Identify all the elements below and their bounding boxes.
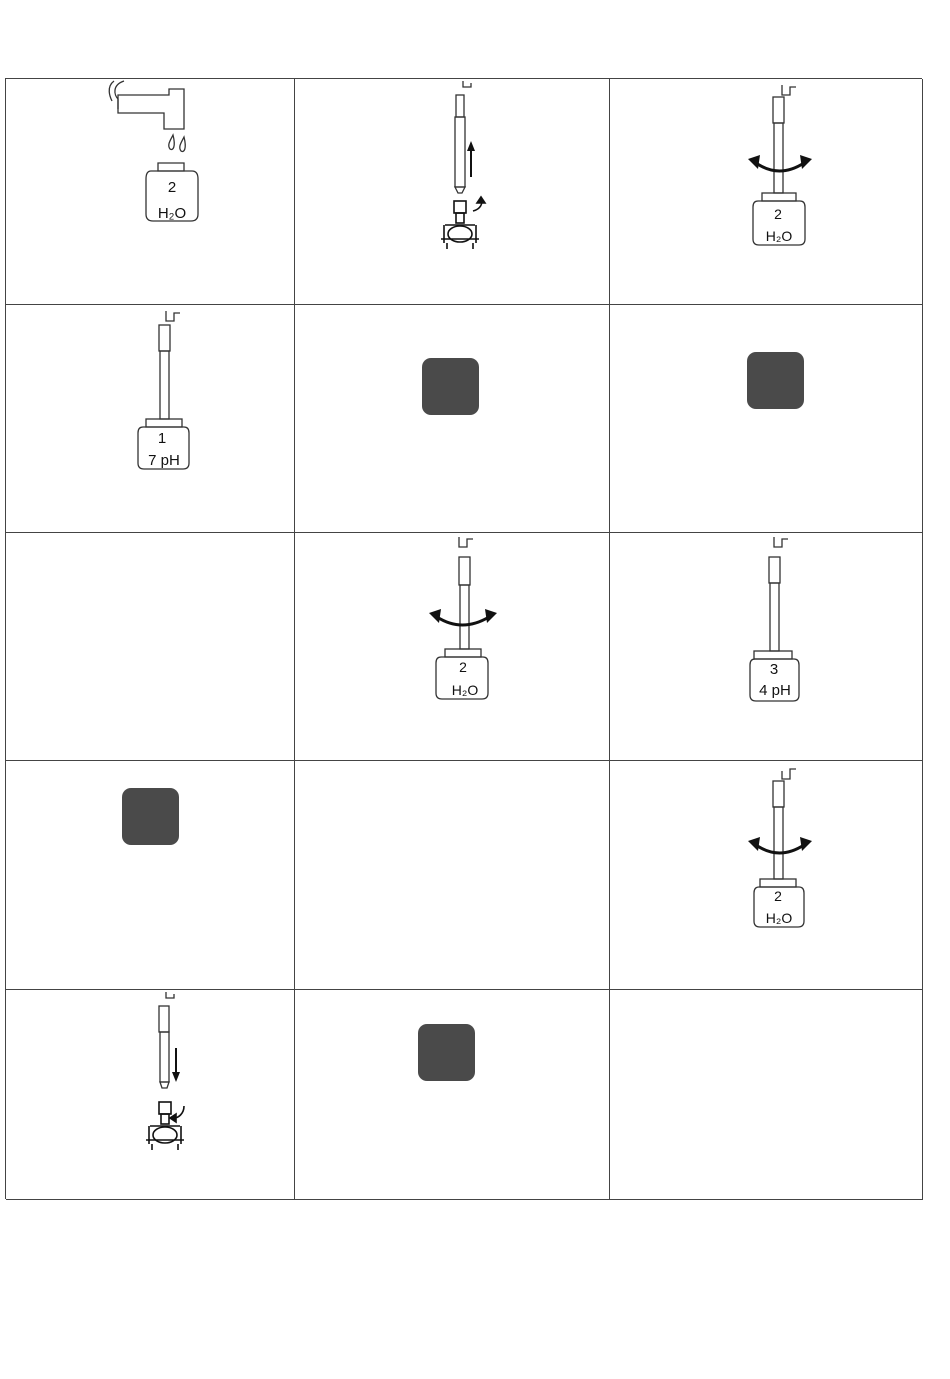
step-blank-3 [610,990,923,1200]
step-remove-electrode [295,79,610,305]
step-key-2 [610,305,923,533]
keypad-button-icon [418,1024,475,1081]
step-key-4 [295,990,610,1200]
keypad-button-icon [122,788,179,845]
step-swirl-h2o-1 [610,79,923,305]
step-key-3 [6,761,295,990]
calibrate-ph4-illustration [610,533,922,760]
bottle-number: 1 [157,430,167,447]
step-rinse-tap [6,79,295,305]
calibrate-ph7-illustration [6,305,294,532]
step-insert-electrode [6,990,295,1200]
bottle-number: 3 [769,661,779,678]
bottle-label: H₂O [765,910,793,926]
bottle-label: 7 pH [148,452,180,469]
swirl-arrows-icon [748,837,812,853]
arrow-up-icon [467,141,475,177]
step-swirl-h2o-2 [295,533,610,761]
swirl-arrows-icon [429,609,497,625]
bottle-number: 2 [459,659,467,675]
electrode-holder-icon [146,1102,184,1150]
step-blank-1 [6,533,295,761]
bottle-label: 4 pH [759,682,791,699]
remove-electrode-illustration [295,79,609,304]
step-calibrate-ph4 [610,533,923,761]
keypad-button-icon [422,358,479,415]
bottle-number: 2 [167,179,177,196]
step-key-1 [295,305,610,533]
swirl-h2o-illustration [295,533,609,760]
bottle-label: H₂O [157,205,187,222]
swirl-h2o-illustration [610,79,922,304]
bottle-number: 2 [774,206,782,222]
insert-electrode-illustration [6,990,294,1199]
arrow-down-icon [172,1048,180,1082]
swirl-arrows-icon [748,155,812,171]
bottle-label: H₂O [765,228,793,244]
step-blank-2 [295,761,610,990]
instruction-grid [5,78,922,1199]
bottle-number: 2 [774,888,782,904]
step-calibrate-ph7 [6,305,295,533]
rinse-tap-illustration [6,79,294,304]
electrode-holder-icon [441,197,485,249]
step-swirl-h2o-3 [610,761,923,990]
swirl-h2o-illustration [610,761,922,989]
keypad-button-icon [747,352,804,409]
bottle-label: H₂O [451,682,479,698]
